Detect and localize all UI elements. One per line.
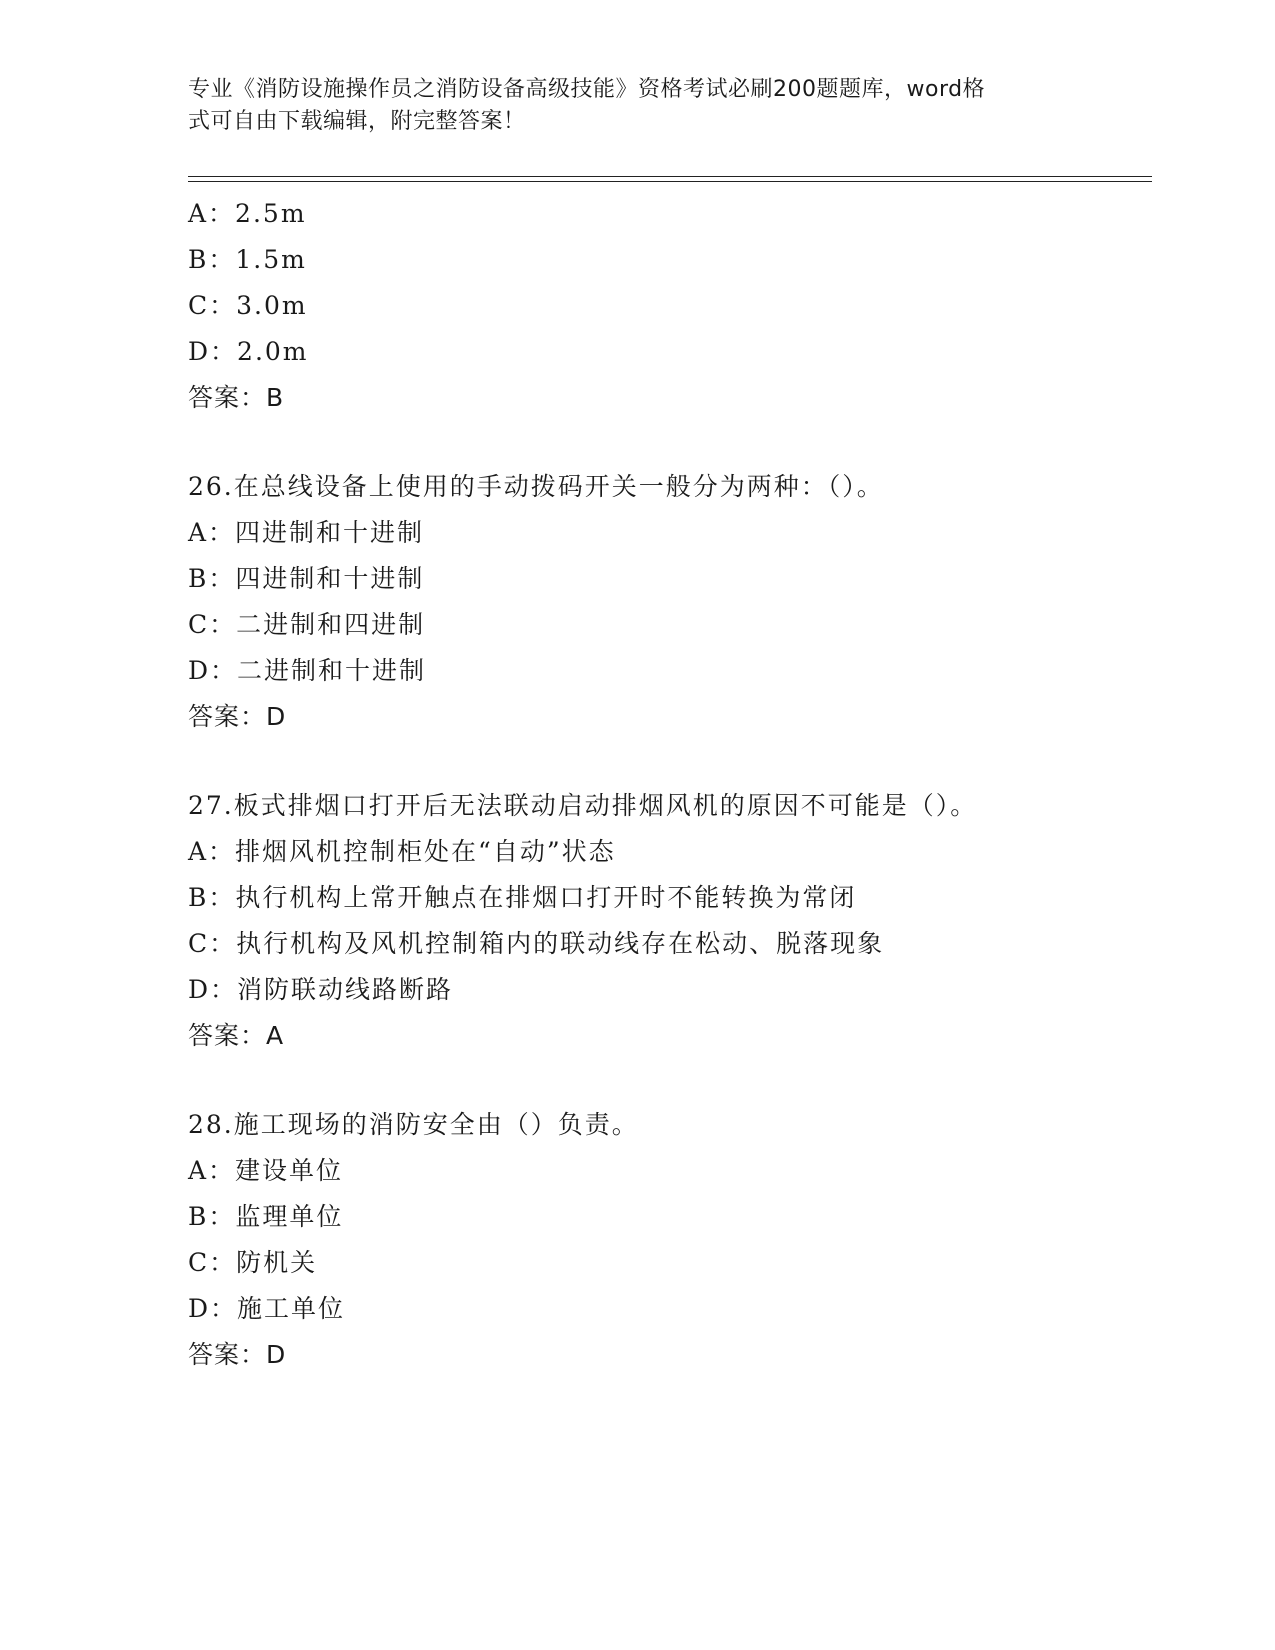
option-b: B：监理单位 (188, 1202, 344, 1231)
option-c: C：防机关 (188, 1248, 318, 1277)
question-block-26 (188, 464, 1152, 740)
option-c: C：执行机构及风机控制箱内的联动线存在松动、脱落现象 (188, 929, 885, 958)
option-d: D：施工单位 (188, 1294, 346, 1323)
question-block-25 (188, 191, 1152, 421)
answer: 答案：D (188, 702, 287, 731)
header-divider-bottom (188, 181, 1152, 182)
header-line-1: 专业《消防设施操作员之消防设备高级技能》资格考试必刷200题题库，word格 (188, 77, 986, 102)
option-a: A：四进制和十进制 (188, 518, 425, 547)
question-text: 26.在总线设备上使用的手动拨码开关一般分为两种：（）。 (188, 472, 884, 501)
option-b: B：四进制和十进制 (188, 564, 425, 593)
option-d: D：消防联动线路断路 (188, 975, 454, 1004)
option-a: A：排烟风机控制柜处在“自动”状态 (188, 837, 616, 866)
option-c: C：二进制和四进制 (188, 610, 426, 639)
option-b: B：执行机构上常开触点在排烟口打开时不能转换为常闭 (188, 883, 857, 912)
answer: 答案：A (188, 1021, 285, 1050)
question-block-28 (188, 1102, 1152, 1378)
question-block-27 (188, 783, 1152, 1059)
question-text: 28.施工现场的消防安全由（）负责。 (188, 1110, 639, 1139)
answer: 答案：D (188, 1340, 287, 1369)
option-c: C：3.0m (188, 291, 308, 320)
option-d: D：2.0m (188, 337, 309, 366)
header-line-2: 式可自由下载编辑，附完整答案！ (188, 109, 526, 134)
question-text: 27.板式排烟口打开后无法联动启动排烟风机的原因不可能是（）。 (188, 791, 978, 820)
option-a: A：建设单位 (188, 1156, 344, 1185)
option-b: B：1.5m (188, 245, 307, 274)
answer: 答案：B (188, 383, 285, 412)
document-header (188, 74, 1068, 138)
header-divider-top (188, 176, 1152, 177)
option-d: D：二进制和十进制 (188, 656, 427, 685)
question-list (188, 191, 1152, 1378)
option-a: A：2.5m (188, 199, 307, 228)
